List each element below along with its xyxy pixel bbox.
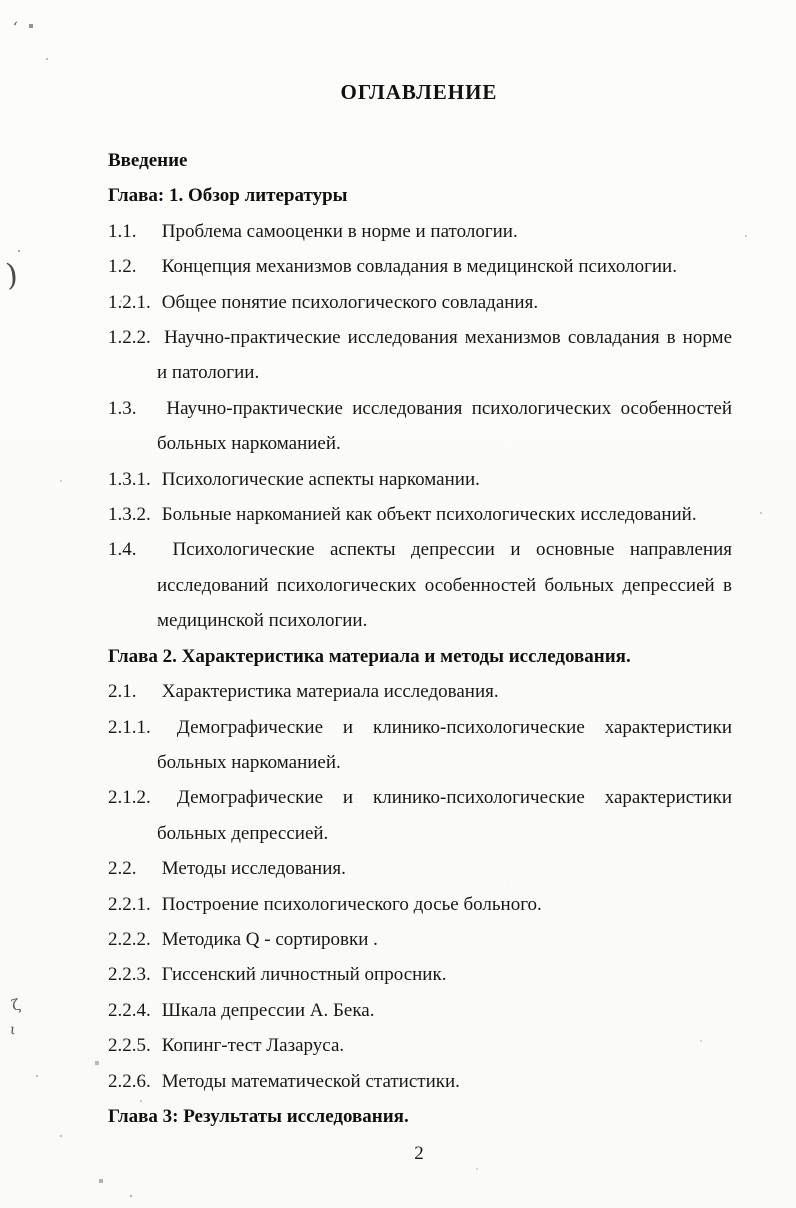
- toc-entry-number: 2.2.2.: [108, 928, 151, 950]
- toc-entry-number: 1.3.: [108, 397, 137, 419]
- toc-entry-text: Психологические аспекты депрессии и основные направления исследований психологических особенностей больных депрессией в медицинской психологии.: [157, 539, 733, 632]
- toc-entry: [108, 1099, 732, 1134]
- toc-entry-number: 2.2.1.: [108, 893, 151, 915]
- page-number: 2: [414, 1143, 424, 1164]
- toc-entry: [108, 639, 732, 674]
- toc-entry: [108, 178, 732, 213]
- toc-entry-number: 2.2.: [108, 858, 137, 880]
- toc-entry: [108, 1028, 732, 1063]
- toc-entry-number: 2.2.5.: [108, 1035, 151, 1057]
- toc-entry-text: Общее понятие психологического совладания.: [161, 291, 539, 313]
- toc-entry-text: Построение психологического досье больного.: [161, 893, 542, 915]
- scan-noise: [0, 0, 2, 2]
- toc-entry-number: 1.2.: [108, 256, 137, 278]
- toc-entry-text: Больные наркоманией как объект психологических исследований.: [161, 504, 697, 526]
- toc-entry-text: Методика Q - сортировки .: [161, 928, 378, 950]
- toc-entry: [108, 780, 732, 851]
- toc-entry-number: 2.1.: [108, 681, 137, 703]
- toc-entry-text: Научно-практические исследования механизмов совладания в норме и патологии.: [157, 327, 732, 384]
- toc-entry-text: Глава: 1. Обзор литературы: [108, 185, 348, 207]
- toc-entry: [108, 143, 732, 178]
- toc-entry: [108, 851, 732, 886]
- toc-entry-number: 2.1.2.: [108, 787, 151, 809]
- toc-entry-number: 1.2.2.: [108, 327, 151, 349]
- scan-artifact: ι: [8, 1021, 17, 1039]
- toc-entry: [108, 993, 732, 1028]
- toc-entry-number: 1.3.2.: [108, 504, 151, 526]
- toc-entry: [108, 391, 732, 462]
- toc-entry: [108, 887, 732, 922]
- toc-entry-text: Демографические и клинико-психологические характеристики больных наркоманией.: [157, 716, 733, 773]
- scan-artifact: ): [4, 257, 20, 294]
- toc-entry-text: Научно-практические исследования психологических особенностей больных наркоманией.: [157, 397, 732, 455]
- scan-artifact: ζ: [9, 995, 23, 1015]
- toc-entry-text: Копинг-тест Лазаруса.: [161, 1035, 345, 1057]
- toc-entry: [108, 957, 732, 992]
- toc-entry-number: 1.2.1.: [108, 291, 151, 313]
- toc-entry-number: 1.1.: [108, 220, 137, 242]
- toc-entry-number: 2.1.1.: [108, 716, 151, 738]
- toc-entry-number: 2.2.4.: [108, 999, 151, 1021]
- scan-artifact: ʻ: [10, 17, 19, 38]
- toc-entry: [108, 214, 732, 249]
- toc-entry-text: Введение: [108, 150, 188, 171]
- toc-entry: [108, 532, 732, 638]
- toc-entry: [108, 249, 732, 284]
- toc-entry-number: 2.2.6.: [108, 1070, 151, 1092]
- toc-entry: [108, 922, 732, 957]
- toc-entry: [108, 1064, 732, 1099]
- toc-entry: [108, 285, 732, 320]
- page-title: ОГЛАВЛЕНИЕ: [340, 80, 498, 104]
- toc-entry: [108, 710, 732, 781]
- toc-entry-number: 1.4.: [108, 539, 137, 561]
- toc-entry: [108, 462, 732, 497]
- toc-entry: [108, 320, 732, 391]
- toc-entry-text: Глава 3: Результаты исследования.: [108, 1105, 409, 1127]
- toc-entry-text: Психологические аспекты наркомании.: [161, 468, 480, 490]
- toc-entry-text: Концепция механизмов совладания в медицинской психологии.: [161, 256, 677, 278]
- toc-list: [108, 143, 732, 1134]
- toc-entry-text: Характеристика материала исследования.: [161, 681, 499, 703]
- toc-entry-text: Гиссенский личностный опросник.: [161, 964, 447, 986]
- toc-entry-text: Шкала депрессии А. Бека.: [161, 999, 375, 1021]
- toc-entry-text: Демографические и клинико-психологические характеристики больных депрессией.: [157, 787, 733, 844]
- toc-entry-text: Глава 2. Характеристика материала и методы исследования.: [108, 645, 631, 667]
- toc-entry-text: Методы исследования.: [161, 858, 346, 880]
- toc-entry-number: 2.2.3.: [108, 964, 151, 986]
- toc-entry: [108, 674, 732, 709]
- toc-entry-text: Проблема самооценки в норме и патологии.: [161, 220, 518, 242]
- toc-entry-text: Методы математической статистики.: [161, 1070, 460, 1092]
- toc-entry-number: 1.3.1.: [108, 468, 151, 490]
- toc-entry: [108, 497, 732, 532]
